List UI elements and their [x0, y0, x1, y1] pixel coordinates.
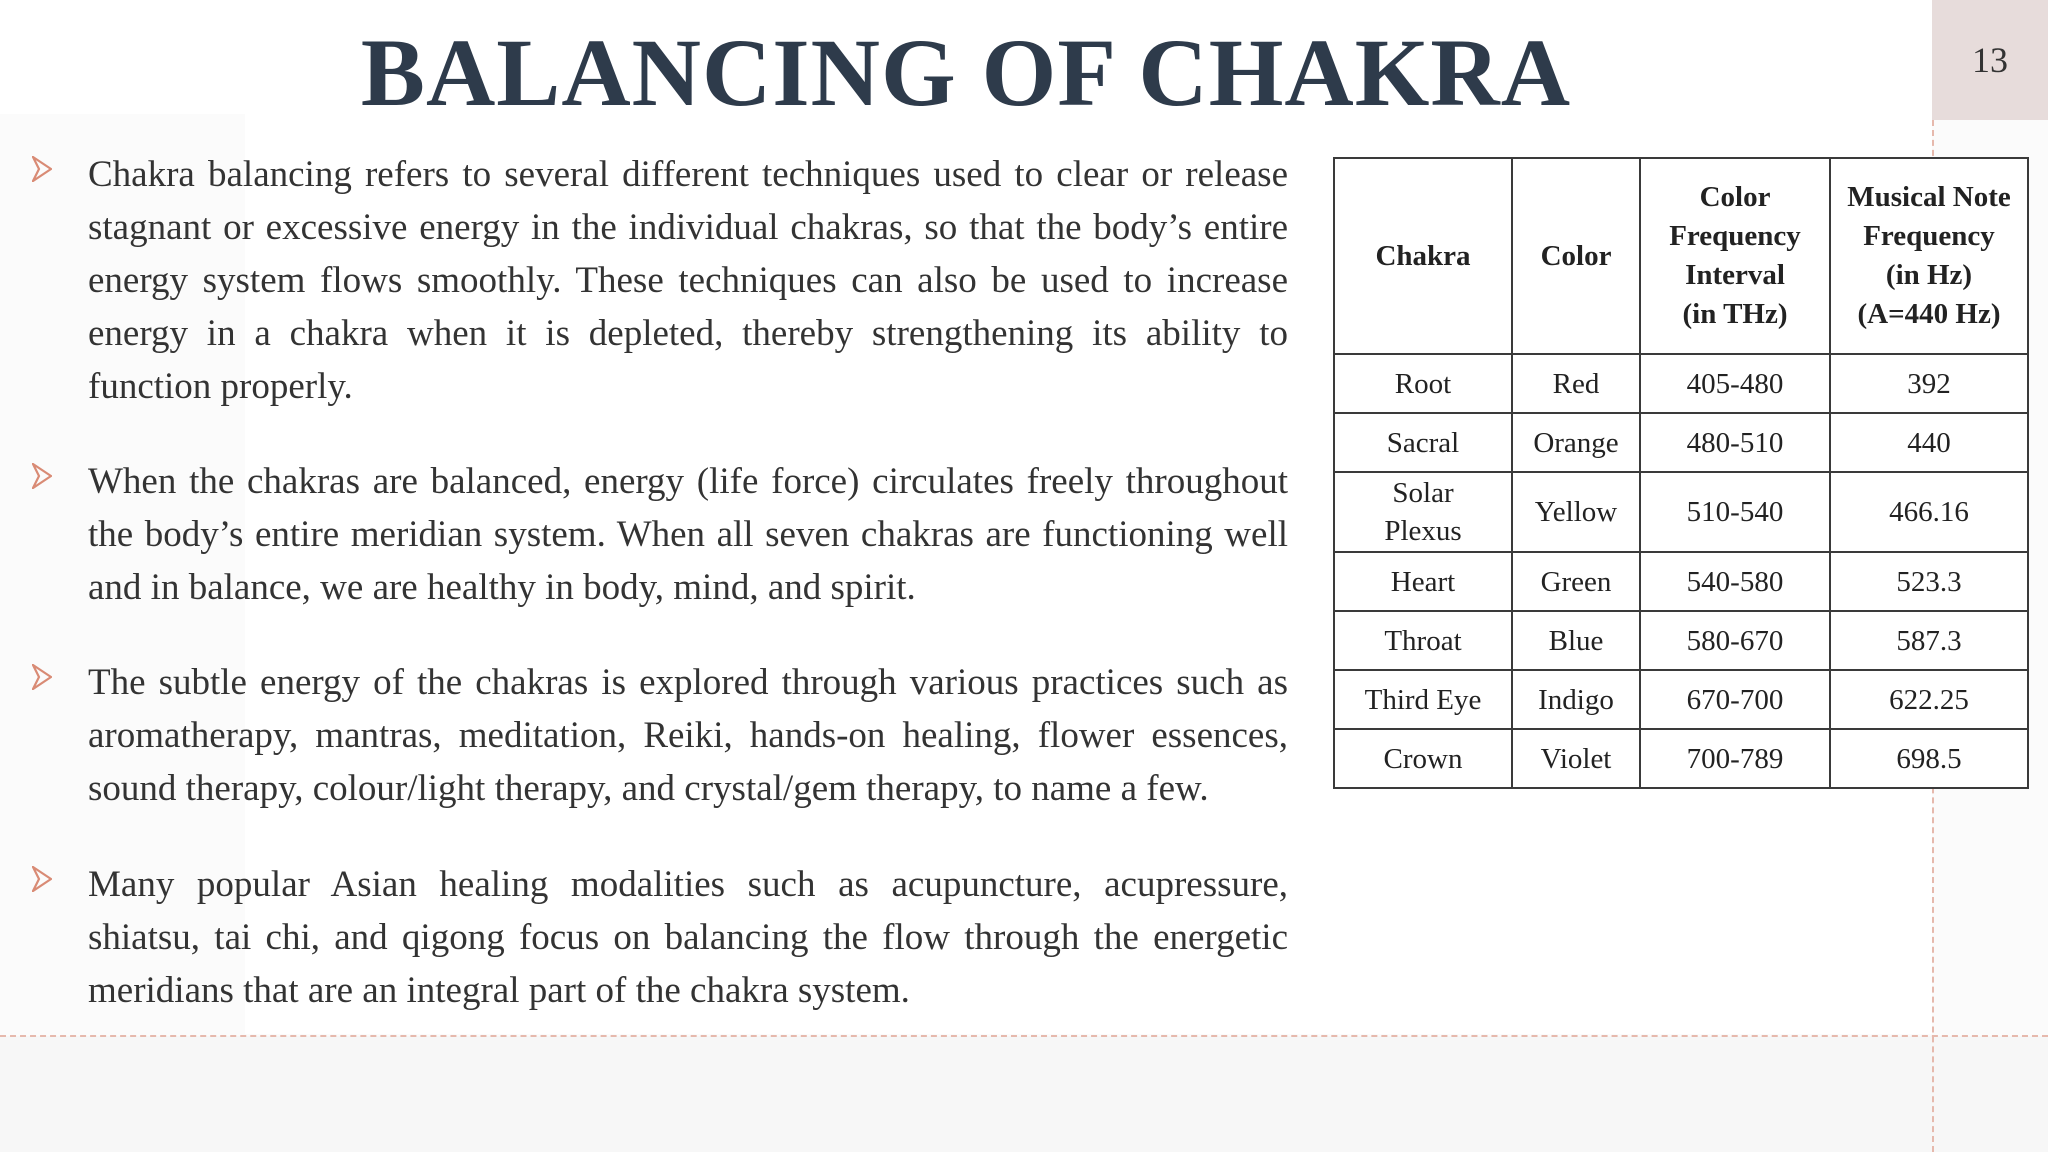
cell-frequency-interval: 540-580 — [1640, 552, 1830, 611]
bullet-list — [32, 148, 1288, 1059]
cell-chakra: Root — [1334, 354, 1512, 413]
cell-musical-note: 466.16 — [1830, 472, 2028, 552]
chakra-frequency-table — [1333, 157, 2029, 789]
cell-color: Orange — [1512, 413, 1640, 472]
bullet-text: When the chakras are balanced, energy (life force) circulates freely throughout the body’s entire meridian system. When all seven chakras are functioning well and in balance, we are healthy in body, mind, and spirit. — [88, 461, 1288, 608]
cell-musical-note: 440 — [1830, 413, 2028, 472]
bullet-item — [32, 656, 1288, 815]
arrowhead-bullet-icon — [32, 463, 52, 489]
page-number: 13 — [1972, 40, 2008, 80]
bullet-item — [32, 858, 1288, 1017]
arrowhead-bullet-icon — [32, 156, 52, 182]
table-row — [1334, 611, 2028, 670]
cell-musical-note: 392 — [1830, 354, 2028, 413]
cell-chakra: Throat — [1334, 611, 1512, 670]
table-row — [1334, 670, 2028, 729]
cell-musical-note: 587.3 — [1830, 611, 2028, 670]
table-row — [1334, 354, 2028, 413]
page-number-tab — [1932, 0, 2048, 120]
cell-frequency-interval: 670-700 — [1640, 670, 1830, 729]
cell-color: Green — [1512, 552, 1640, 611]
cell-chakra: Heart — [1334, 552, 1512, 611]
cell-frequency-interval: 480-510 — [1640, 413, 1830, 472]
cell-color: Indigo — [1512, 670, 1640, 729]
header-musical-note-frequency: Musical Note Frequency (in Hz) (A=440 Hz) — [1830, 158, 2028, 354]
header-chakra: Chakra — [1334, 158, 1512, 354]
slide-title: BALANCING OF CHAKRA — [360, 19, 1572, 126]
table-row — [1334, 729, 2028, 788]
cell-musical-note: 523.3 — [1830, 552, 2028, 611]
cell-chakra: Solar Plexus — [1334, 472, 1512, 552]
cell-chakra: Third Eye — [1334, 670, 1512, 729]
table-row — [1334, 413, 2028, 472]
cell-chakra: Crown — [1334, 729, 1512, 788]
cell-color: Blue — [1512, 611, 1640, 670]
arrowhead-bullet-icon — [32, 664, 52, 690]
bullet-item — [32, 148, 1288, 413]
bullet-text: The subtle energy of the chakras is explored through various practices such as aromatherapy, mantras, meditation, Reiki, hands-on healing, flower essences, sound therapy, colour/light therapy, and crystal/gem therapy, to name a few. — [88, 662, 1288, 809]
header-color: Color — [1512, 158, 1640, 354]
cell-frequency-interval: 405-480 — [1640, 354, 1830, 413]
table-header-row — [1334, 158, 2028, 354]
cell-frequency-interval: 700-789 — [1640, 729, 1830, 788]
header-color-frequency: Color Frequency Interval (in THz) — [1640, 158, 1830, 354]
cell-musical-note: 698.5 — [1830, 729, 2028, 788]
cell-color: Yellow — [1512, 472, 1640, 552]
table-row — [1334, 472, 2028, 552]
bullet-item — [32, 455, 1288, 614]
cell-color: Red — [1512, 354, 1640, 413]
arrowhead-bullet-icon — [32, 866, 52, 892]
cell-frequency-interval: 510-540 — [1640, 472, 1830, 552]
bullet-text: Chakra balancing refers to several different techniques used to clear or release stagnant or excessive energy in the individual chakras, so that the body’s entire energy system flows smoothly. These techniques can also be used to increase energy in a chakra when it is depleted, thereby strengthening its ability to function properly. — [88, 154, 1288, 407]
cell-chakra: Sacral — [1334, 413, 1512, 472]
bullet-text: Many popular Asian healing modalities such as acupuncture, acupressure, shiatsu, tai chi, and qigong focus on balancing the flow through the energetic meridians that are an integral part of the chakra system. — [88, 864, 1288, 1011]
cell-frequency-interval: 580-670 — [1640, 611, 1830, 670]
cell-color: Violet — [1512, 729, 1640, 788]
table-row — [1334, 552, 2028, 611]
cell-musical-note: 622.25 — [1830, 670, 2028, 729]
